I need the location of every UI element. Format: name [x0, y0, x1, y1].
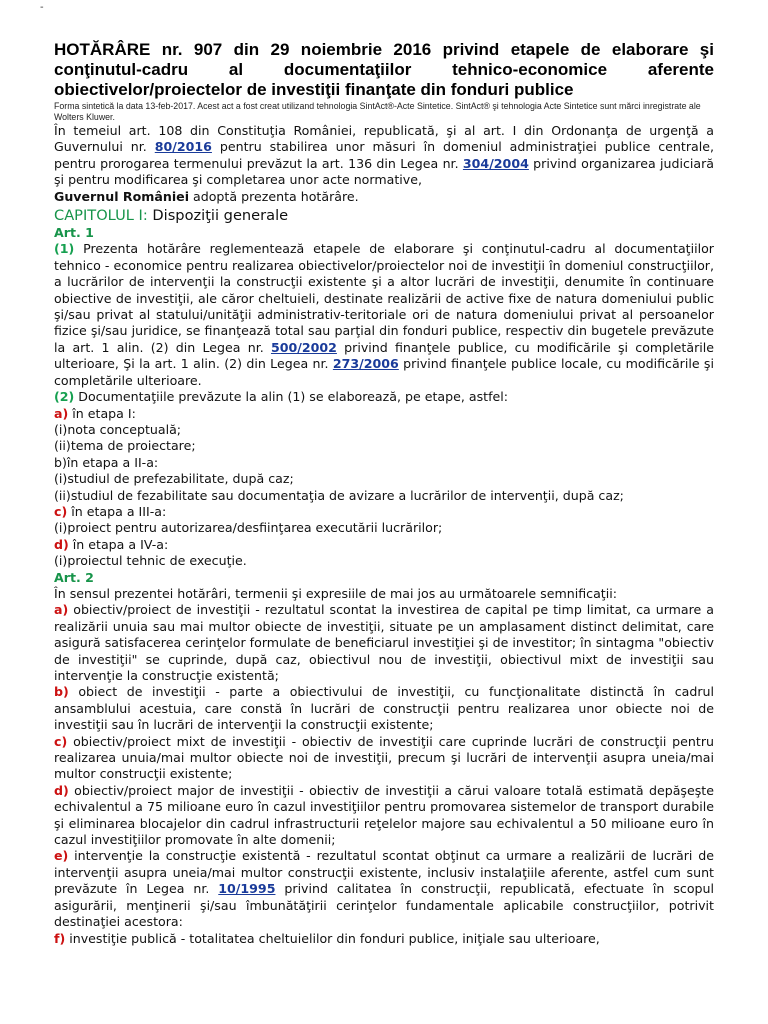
- preamble-text: privind organizarea judiciară şi pentru modificarea şi completarea unor acte normative,: [54, 155, 714, 188]
- para-text: Documentaţiile prevăzute la alin (1) se elaborează, pe etape, astfel:: [74, 389, 509, 405]
- list-item: b)în etapa a II-a:: [54, 454, 159, 470]
- definition-text: obiect de investiţii - parte a obiectivului de investiţii, cu funcţionalitate distinctă în cadrul ansamblului acestuia, care constă în lucrări de construcţii pentru realizarea unor obiecte noi de investiţii sau în lucrări de intervenţii la construcţii existente;: [54, 684, 714, 733]
- list-item: [54, 504, 714, 520]
- definition-text: privind calitatea în construcţii, republicată, efectuate în scopul asigurării, menţinerii şi/sau îmbunătăţirii cerinţelor fundamentale aplicabile construcţiilor, potrivit destinaţiei acestora:: [54, 881, 714, 930]
- list-subitem: (ii)tema de proiectare;: [54, 438, 196, 454]
- chapter-name-wrap: [148, 207, 288, 224]
- link-lege-500-2002[interactable]: 500/2002: [270, 339, 337, 355]
- adoption-line: [54, 189, 714, 205]
- definition-item: [54, 783, 714, 849]
- para-text: privind finanţele publice, cu modificările şi completările ulterioare, Şi la art. 1 alin. (2) din Legea nr.: [54, 339, 714, 372]
- definition-text: obiectiv/proiect de investiţii - rezultatul scontat la investirea de capital pe timp limitat, ca urmare a realizării unuia sau mai multor obiecte de investiţii, situate pe un amplasament distinct delimitat, care asigură satisfacerea cerinţelor formulate de beneficiarul investiţiei şi de investitor; în sintagma "obiectiv de investiţii" se cuprinde, după caz, obiectivul nou de investiţii, obiectivul mixt de investiţii sau intervenţie la construcţie existentă;: [54, 602, 714, 683]
- list-text: în etapa a IV-a:: [68, 536, 169, 552]
- definition-item: [54, 734, 714, 783]
- list-subitem: (i)studiul de prefezabilitate, după caz;: [54, 471, 294, 487]
- definition-text: intervenţie la construcţie existentă - rezultatul scontat obţinut ca urmare a realizării de lucrări de intervenţii asupra uneia/mai multor construcţii existente, inclusiv instalaţiile aferente, astfel cum sunt prevăzute în Legea nr.: [54, 848, 714, 897]
- letter-label: c): [54, 503, 68, 519]
- letter-label: d): [54, 536, 69, 552]
- preamble-text: pentru stabilirea unor măsuri în domeniul administraţiei publice centrale, pentru prorogarea termenului prevăzut la art. 136 din Legea nr.: [54, 139, 714, 171]
- link-lege-304-2004[interactable]: 304/2004: [462, 155, 529, 171]
- letter-label: b): [54, 684, 69, 700]
- adoption-text: adoptă prezenta hotărâre.: [189, 188, 359, 204]
- list-subitem: (i)proiectul tehnic de execuţie.: [54, 553, 247, 569]
- list-text: în etapa a III-a:: [67, 503, 167, 519]
- letter-label: a): [54, 602, 69, 618]
- definition-item: [54, 602, 714, 684]
- article-1-heading: Art. 1: [54, 225, 94, 241]
- synthesis-note: Forma sintetică la data 13-feb-2017. Acest act a fost creat utilizand tehnologia SintAct®-Acte Sintetice. SintAct® şi tehnologia Acte Sintetice sunt mărci inregistrate ale Wolters Kluwer.: [54, 101, 701, 122]
- letter-label: d): [54, 782, 69, 798]
- letter-label: e): [54, 848, 69, 864]
- link-oug-80-2016[interactable]: 80/2016: [154, 139, 212, 155]
- art1-para-2: [54, 389, 714, 405]
- document-title: HOTĂRÂRE nr. 907 din 29 noiembrie 2016 privind etapele de elaborare şi conţinutul-cadru al documentaţiilor tehnico-economice aferente obiectivelor/proiectelor de investiţii finanţate din fonduri publice: [54, 40, 714, 99]
- list-subitem: (i)nota conceptuală;: [54, 421, 182, 437]
- list-item: [54, 537, 714, 553]
- art2-intro: În sensul prezentei hotărâri, termenii şi expresiile de mai jos au următoarele semnificaţii:: [54, 585, 617, 601]
- letter-label: f): [54, 930, 66, 946]
- definition-item: [54, 848, 714, 930]
- list-item: [54, 406, 714, 422]
- government-label: Guvernul României: [54, 188, 190, 204]
- preamble-text: În temeiul art. 108 din Constituţia României, republicată, şi al art. I din Ordonanţa de urgenţă a Guvernului nr.: [54, 123, 714, 155]
- list-subitem: (i)proiect pentru autorizarea/desfiinţarea executării lucrărilor;: [54, 520, 443, 536]
- list-text: în etapa I:: [68, 405, 136, 421]
- definition-text: investiţie publică - totalitatea cheltuielilor din fonduri publice, iniţiale sau ulterioare,: [65, 930, 600, 946]
- definition-item: [54, 684, 714, 733]
- preamble: [54, 123, 714, 189]
- para-text: Prezenta hotărâre reglementează etapele de elaborare şi conţinutul-cadru al documentaţiilor tehnico - economice pentru realizarea obiectivelor/proiectelor noi de investiţii în domeniul construcţiilor, a lucrărilor de intervenţii la construcţii existente şi a altor lucrări de investiţii, denumite în continuare obiective de investiţii, ale căror cheltuieli, destinate realizării de active fixe de natura domeniului public şi/sau privat al statului/unităţii administrativ-teritoriale ori de natura domeniului privat al persoanelor fizice şi/sau juridice, se finanţează total sau parţial din fonduri publice, respectiv din bugetele prevăzute la art. 1 alin. (2) din Legea nr.: [54, 241, 714, 355]
- link-lege-273-2006[interactable]: 273/2006: [332, 356, 399, 372]
- letter-label: c): [54, 733, 68, 749]
- link-lege-10-1995[interactable]: 10/1995: [218, 881, 276, 897]
- art1-para-1: [54, 241, 714, 389]
- definition-item: [54, 931, 714, 947]
- definition-text: obiectiv/proiect mixt de investiţii - obiectiv de investiţii care cuprinde lucrări de construcţii pentru realizarea unuia/mai multor obiecte noi de investiţii, precum şi lucrări de intervenţii asupra uneia/mai multor construcţii existente;: [54, 733, 714, 782]
- letter-label: a): [54, 405, 69, 421]
- definition-text: obiectiv/proiect major de investiţii - obiectiv de investiţii a cărui valoare totală estimată depăşeşte echivalentul a 75 milioane euro în cazul investiţiilor pentru promovarea sistemelor de transport durabile şi eliminarea blocajelor din cadrul infrastructurii reţelelor majore sau echivalentul a 50 milioane euro în cazul investiţiilor promovate în alte domenii;: [54, 782, 714, 848]
- article-2-heading: Art. 2: [54, 569, 94, 585]
- chapter-name: Dispoziţii generale: [147, 207, 289, 225]
- list-subitem: (ii)studiul de fezabilitate sau documentaţia de avizare a lucrărilor de intervenţii, după caz;: [54, 487, 624, 503]
- para-text: privind finanţele publice locale, cu modificările şi completările ulterioare.: [54, 356, 714, 388]
- chapter-heading: [54, 205, 714, 225]
- document-content: [54, 40, 714, 947]
- chapter-label: CAPITOLUL I:: [54, 207, 148, 225]
- para-number: (2): [54, 389, 75, 405]
- page-marker: -: [40, 2, 44, 13]
- para-number: (1): [54, 241, 75, 257]
